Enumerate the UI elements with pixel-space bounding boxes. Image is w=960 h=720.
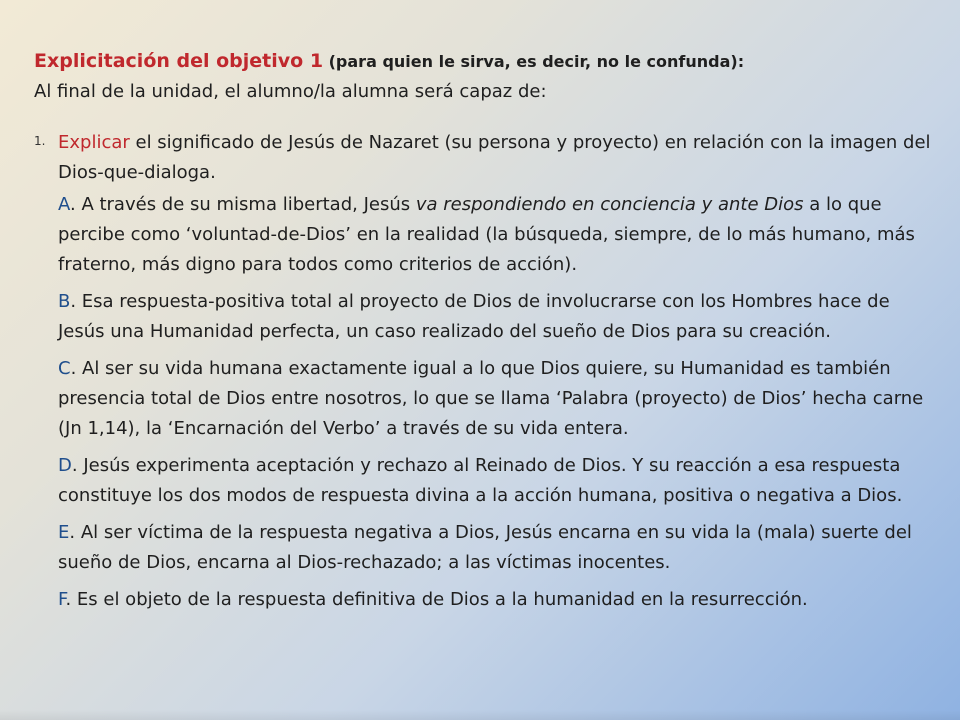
subpoint-a-italic: va respondiendo en conciencia y ante Dios — [415, 194, 804, 215]
item-1-text — [58, 128, 934, 188]
bottom-shade — [0, 710, 960, 720]
subpoint-letter-a: A — [58, 194, 70, 215]
subpoint-list — [58, 190, 928, 622]
item-1-rest: el significado de Jesús de Nazaret (su persona y proyecto) en relación con la imagen del Dios-que-dialoga. — [58, 132, 931, 183]
objective-title-note: (para quien le sirva, es decir, no le confunda): — [323, 52, 745, 71]
subpoint-b-text: . Esa respuesta-positiva total al proyecto de Dios de involucrarse con los Hombres hace de Jesús una Humanidad perfecta, un caso realizado del sueño de Dios para su creación. — [58, 291, 890, 342]
slide-heading — [34, 46, 934, 107]
subpoint-b — [58, 287, 928, 347]
objective-item-1 — [34, 128, 934, 188]
objective-title — [34, 46, 934, 77]
subpoint-d-text: . Jesús experimenta aceptación y rechazo al Reinado de Dios. Y su reacción a esa respuesta constituye los dos modos de respuesta divina a la acción humana, positiva o negativa a Dios. — [58, 455, 903, 506]
subpoint-c — [58, 354, 928, 444]
subpoint-a-text-2: a lo que percibe como ‘voluntad-de-Dios’ en la realidad (la búsqueda, siempre, de lo más humano, más fraterno, más digno para todos como criterios de acción). — [58, 194, 915, 275]
subpoint-a — [58, 190, 928, 280]
objective-title-red: Explicitación del objetivo 1 — [34, 50, 324, 72]
item-number: 1. — [34, 134, 46, 148]
subpoint-e — [58, 518, 928, 578]
subpoint-d — [58, 451, 928, 511]
subpoint-letter-f: F — [58, 589, 66, 610]
item-1-verb: Explicar — [58, 132, 130, 153]
subpoint-letter-d: D — [58, 455, 72, 476]
subpoint-f-text: . Es el objeto de la respuesta definitiva de Dios a la humanidad en la resurrección. — [65, 589, 808, 610]
subpoint-c-text: . Al ser su vida humana exactamente igual a lo que Dios quiere, su Humanidad es también presencia total de Dios entre nosotros, lo que se llama ‘Palabra (proyecto) de Dios’ hecha carne (Jn 1,14), la ‘Encarnación del Verbo’ a través de su vida entera. — [58, 358, 924, 439]
subpoint-letter-b: B — [58, 291, 71, 312]
subpoint-a-text-1: . A través de su misma libertad, Jesús — [70, 194, 416, 215]
subpoint-letter-e: E — [58, 522, 70, 543]
subpoint-e-text: . Al ser víctima de la respuesta negativa a Dios, Jesús encarna en su vida la (mala) suerte del sueño de Dios, encarna al Dios-rechazado; a las víctimas inocentes. — [58, 522, 912, 573]
subpoint-letter-c: C — [58, 358, 71, 379]
subpoint-f — [58, 585, 928, 615]
objective-intro: Al final de la unidad, el alumno/la alumna será capaz de: — [34, 81, 547, 102]
